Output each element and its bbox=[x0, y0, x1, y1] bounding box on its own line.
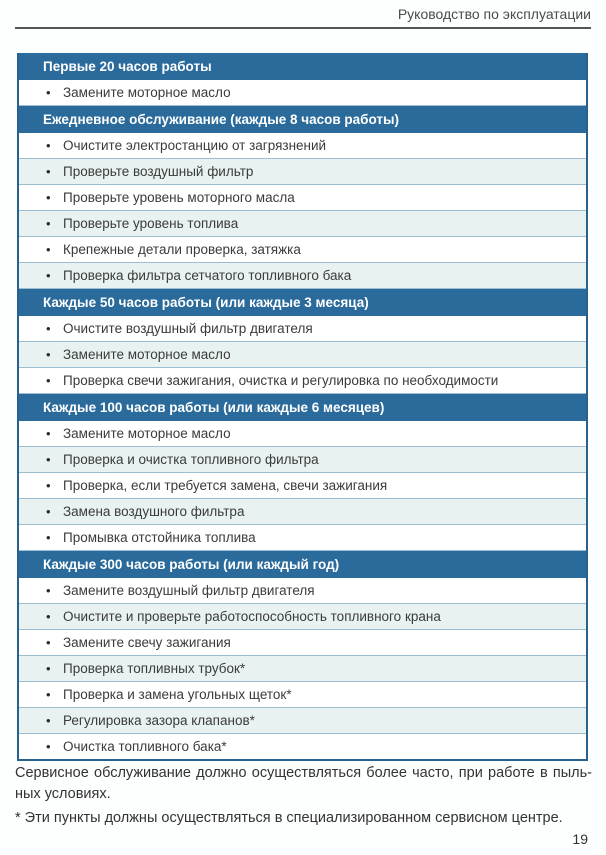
task-row bbox=[19, 316, 586, 342]
task-label: Очистите электростанцию от загрязнений bbox=[63, 138, 327, 153]
task-row bbox=[19, 473, 586, 499]
section-header-label: Каждые 300 часов работы (или каждый год) bbox=[43, 556, 340, 572]
task-label: Замена воздушного фильтра bbox=[63, 504, 245, 519]
task-row bbox=[19, 185, 586, 211]
task-row bbox=[19, 630, 586, 656]
bullet-icon: • bbox=[46, 530, 51, 545]
bullet-icon: • bbox=[46, 216, 51, 231]
footer-notes bbox=[15, 763, 592, 829]
task-row bbox=[19, 578, 586, 604]
task-row bbox=[19, 682, 586, 708]
task-row bbox=[19, 342, 586, 368]
task-label: Проверка топливных трубок* bbox=[63, 661, 246, 676]
task-label: Проверка свечи зажигания, очистка и регулировка по необходимости bbox=[63, 373, 499, 388]
bullet-icon: • bbox=[46, 739, 51, 754]
asterisk-note: * Эти пункты должны осуществляться в специализированном сервисном центре. bbox=[15, 810, 563, 826]
bullet-icon: • bbox=[46, 635, 51, 650]
bullet-icon: • bbox=[46, 164, 51, 179]
service-note-line1: Сервисное обслуживание должно осуществляться более часто, при работе в пыль- bbox=[15, 765, 592, 781]
task-label: Проверка и очистка топливного фильтра bbox=[63, 452, 319, 467]
section-header-row bbox=[19, 53, 586, 80]
task-row bbox=[19, 368, 586, 394]
section-header-label: Первые 20 часов работы bbox=[43, 58, 212, 74]
section-header-row bbox=[19, 289, 586, 316]
bullet-icon: • bbox=[46, 504, 51, 519]
task-label: Замените моторное масло bbox=[63, 347, 231, 362]
task-label: Проверка и замена угольных щеток* bbox=[63, 687, 292, 702]
running-header-title: Руководство по эксплуатации bbox=[15, 6, 591, 29]
task-label: Замените моторное масло bbox=[63, 85, 231, 100]
bullet-icon: • bbox=[46, 268, 51, 283]
task-row bbox=[19, 734, 586, 759]
task-row bbox=[19, 447, 586, 473]
task-label: Проверьте уровень топлива bbox=[63, 216, 239, 231]
task-row bbox=[19, 525, 586, 551]
task-label: Очистите воздушный фильтр двигателя bbox=[63, 321, 313, 336]
task-label: Замените воздушный фильтр двигателя bbox=[63, 583, 315, 598]
task-row bbox=[19, 133, 586, 159]
bullet-icon: • bbox=[46, 452, 51, 467]
bullet-icon: • bbox=[46, 478, 51, 493]
section-header-label: Каждые 100 часов работы (или каждые 6 месяцев) bbox=[43, 399, 385, 415]
bullet-icon: • bbox=[46, 609, 51, 624]
task-row bbox=[19, 708, 586, 734]
task-label: Промывка отстойника топлива bbox=[63, 530, 256, 545]
bullet-icon: • bbox=[46, 661, 51, 676]
bullet-icon: • bbox=[46, 347, 51, 362]
task-row bbox=[19, 211, 586, 237]
task-row bbox=[19, 80, 586, 106]
bullet-icon: • bbox=[46, 373, 51, 388]
task-label: Замените моторное масло bbox=[63, 426, 231, 441]
bullet-icon: • bbox=[46, 583, 51, 598]
task-label: Проверьте уровень моторного масла bbox=[63, 190, 295, 205]
bullet-icon: • bbox=[46, 138, 51, 153]
task-label: Проверка фильтра сетчатого топливного бака bbox=[63, 268, 352, 283]
task-row bbox=[19, 604, 586, 630]
task-row bbox=[19, 499, 586, 525]
bullet-icon: • bbox=[46, 190, 51, 205]
bullet-icon: • bbox=[46, 426, 51, 441]
bullet-icon: • bbox=[46, 321, 51, 336]
section-header-row bbox=[19, 106, 586, 133]
page-number: 19 bbox=[572, 831, 588, 847]
task-label: Очистка топливного бака* bbox=[63, 739, 227, 754]
task-label: Регулировка зазора клапанов* bbox=[63, 713, 255, 728]
section-header-row bbox=[19, 394, 586, 421]
task-label: Проверьте воздушный фильтр bbox=[63, 164, 254, 179]
section-header-label: Ежедневное обслуживание (каждые 8 часов работы) bbox=[43, 111, 400, 127]
task-row bbox=[19, 237, 586, 263]
section-header-row bbox=[19, 551, 586, 578]
section-header-label: Каждые 50 часов работы (или каждые 3 месяца) bbox=[43, 294, 369, 310]
service-note-line2: ных условиях. bbox=[15, 786, 111, 802]
task-label: Очистите и проверьте работоспособность топливного крана bbox=[63, 609, 441, 624]
bullet-icon: • bbox=[46, 85, 51, 100]
task-label: Замените свечу зажигания bbox=[63, 635, 231, 650]
task-label: Проверка, если требуется замена, свечи зажигания bbox=[63, 478, 388, 493]
task-row bbox=[19, 421, 586, 447]
bullet-icon: • bbox=[46, 687, 51, 702]
task-row bbox=[19, 263, 586, 289]
task-label: Крепежные детали проверка, затяжка bbox=[63, 242, 301, 257]
task-row bbox=[19, 656, 586, 682]
maintenance-schedule-table bbox=[17, 53, 588, 761]
bullet-icon: • bbox=[46, 713, 51, 728]
task-row bbox=[19, 159, 586, 185]
bullet-icon: • bbox=[46, 242, 51, 257]
